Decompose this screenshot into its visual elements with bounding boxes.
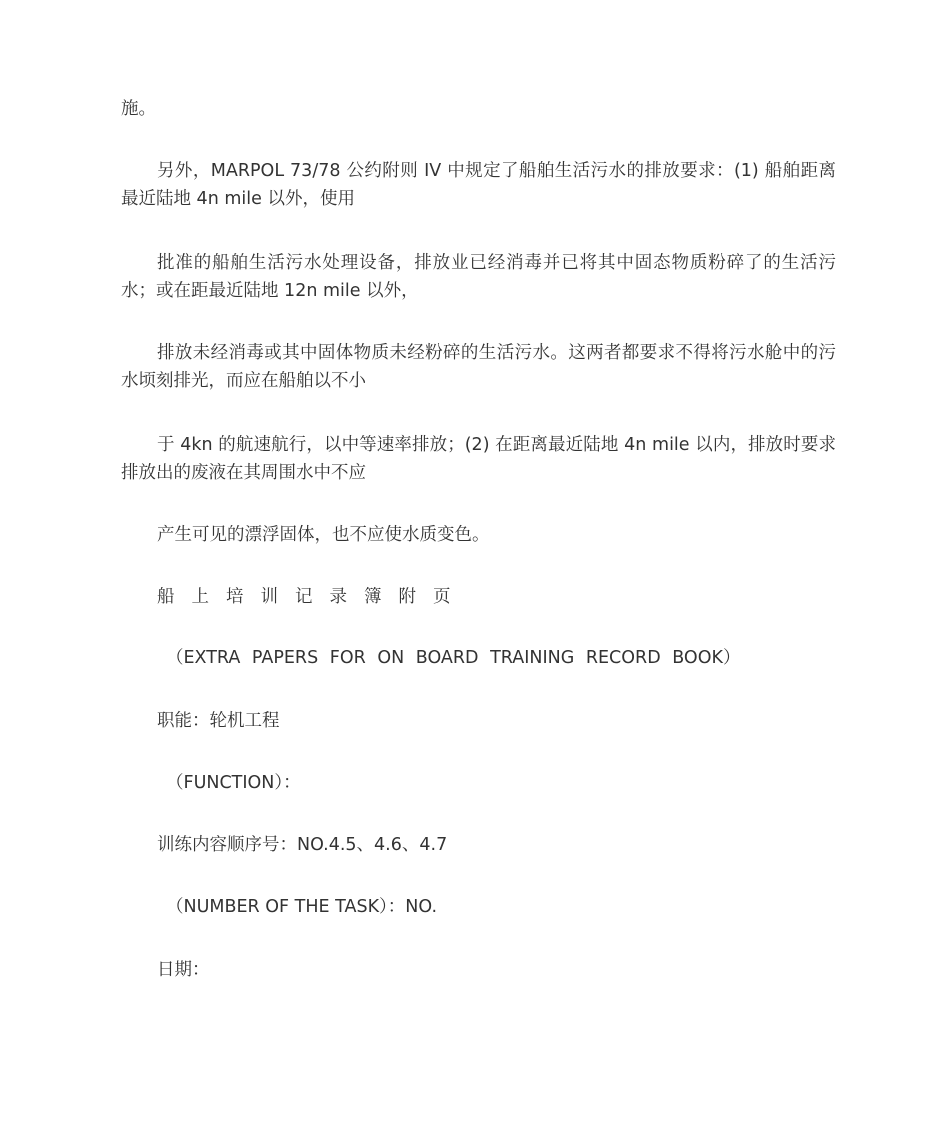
task-number-label-english: （NUMBER OF THE TASK）：NO.: [166, 897, 438, 917]
date-label: 日期：: [157, 960, 210, 980]
task-number-label: 训练内容顺序号：NO.4.5、4.6、4.7: [157, 835, 448, 855]
function-label-english: （FUNCTION）：: [166, 773, 301, 793]
function-label: 职能：轮机工程: [157, 711, 280, 731]
paragraph-untreated-discharge: 排放未经消毒或其中固体物质未经粉碎的生活污水。这两者都要求不得将污水舱中的污水顷刻排光，而应在船舶以不小: [121, 343, 836, 391]
paragraph-approved-equipment: 批准的船舶生活污水处理设备，排放业已经消毒并已将其中固态物质粉碎了的生活污水；或在距最近陆地 12n mile 以外，: [121, 253, 836, 301]
paragraph-marpol-intro: 另外，MARPOL 73/78 公约附则 IV 中规定了船舶生活污水的排放要求：(1) 船舶距离最近陆地 4n mile 以外，使用: [121, 161, 836, 209]
paragraph-speed-requirement: 于 4kn 的航速航行，以中等速率排放；(2) 在距离最近陆地 4n mile 以内，排放时要求排放出的废液在其周围水中不应: [121, 435, 836, 483]
section-title-english: （EXTRA PAPERS FOR ON BOARD TRAINING RECORD BOOK）: [166, 648, 741, 668]
text-line: 施。: [121, 99, 156, 119]
section-title: 船上培训记录簿附页: [157, 587, 468, 607]
text-line: 产生可见的漂浮固体，也不应使水质变色。: [157, 525, 490, 545]
